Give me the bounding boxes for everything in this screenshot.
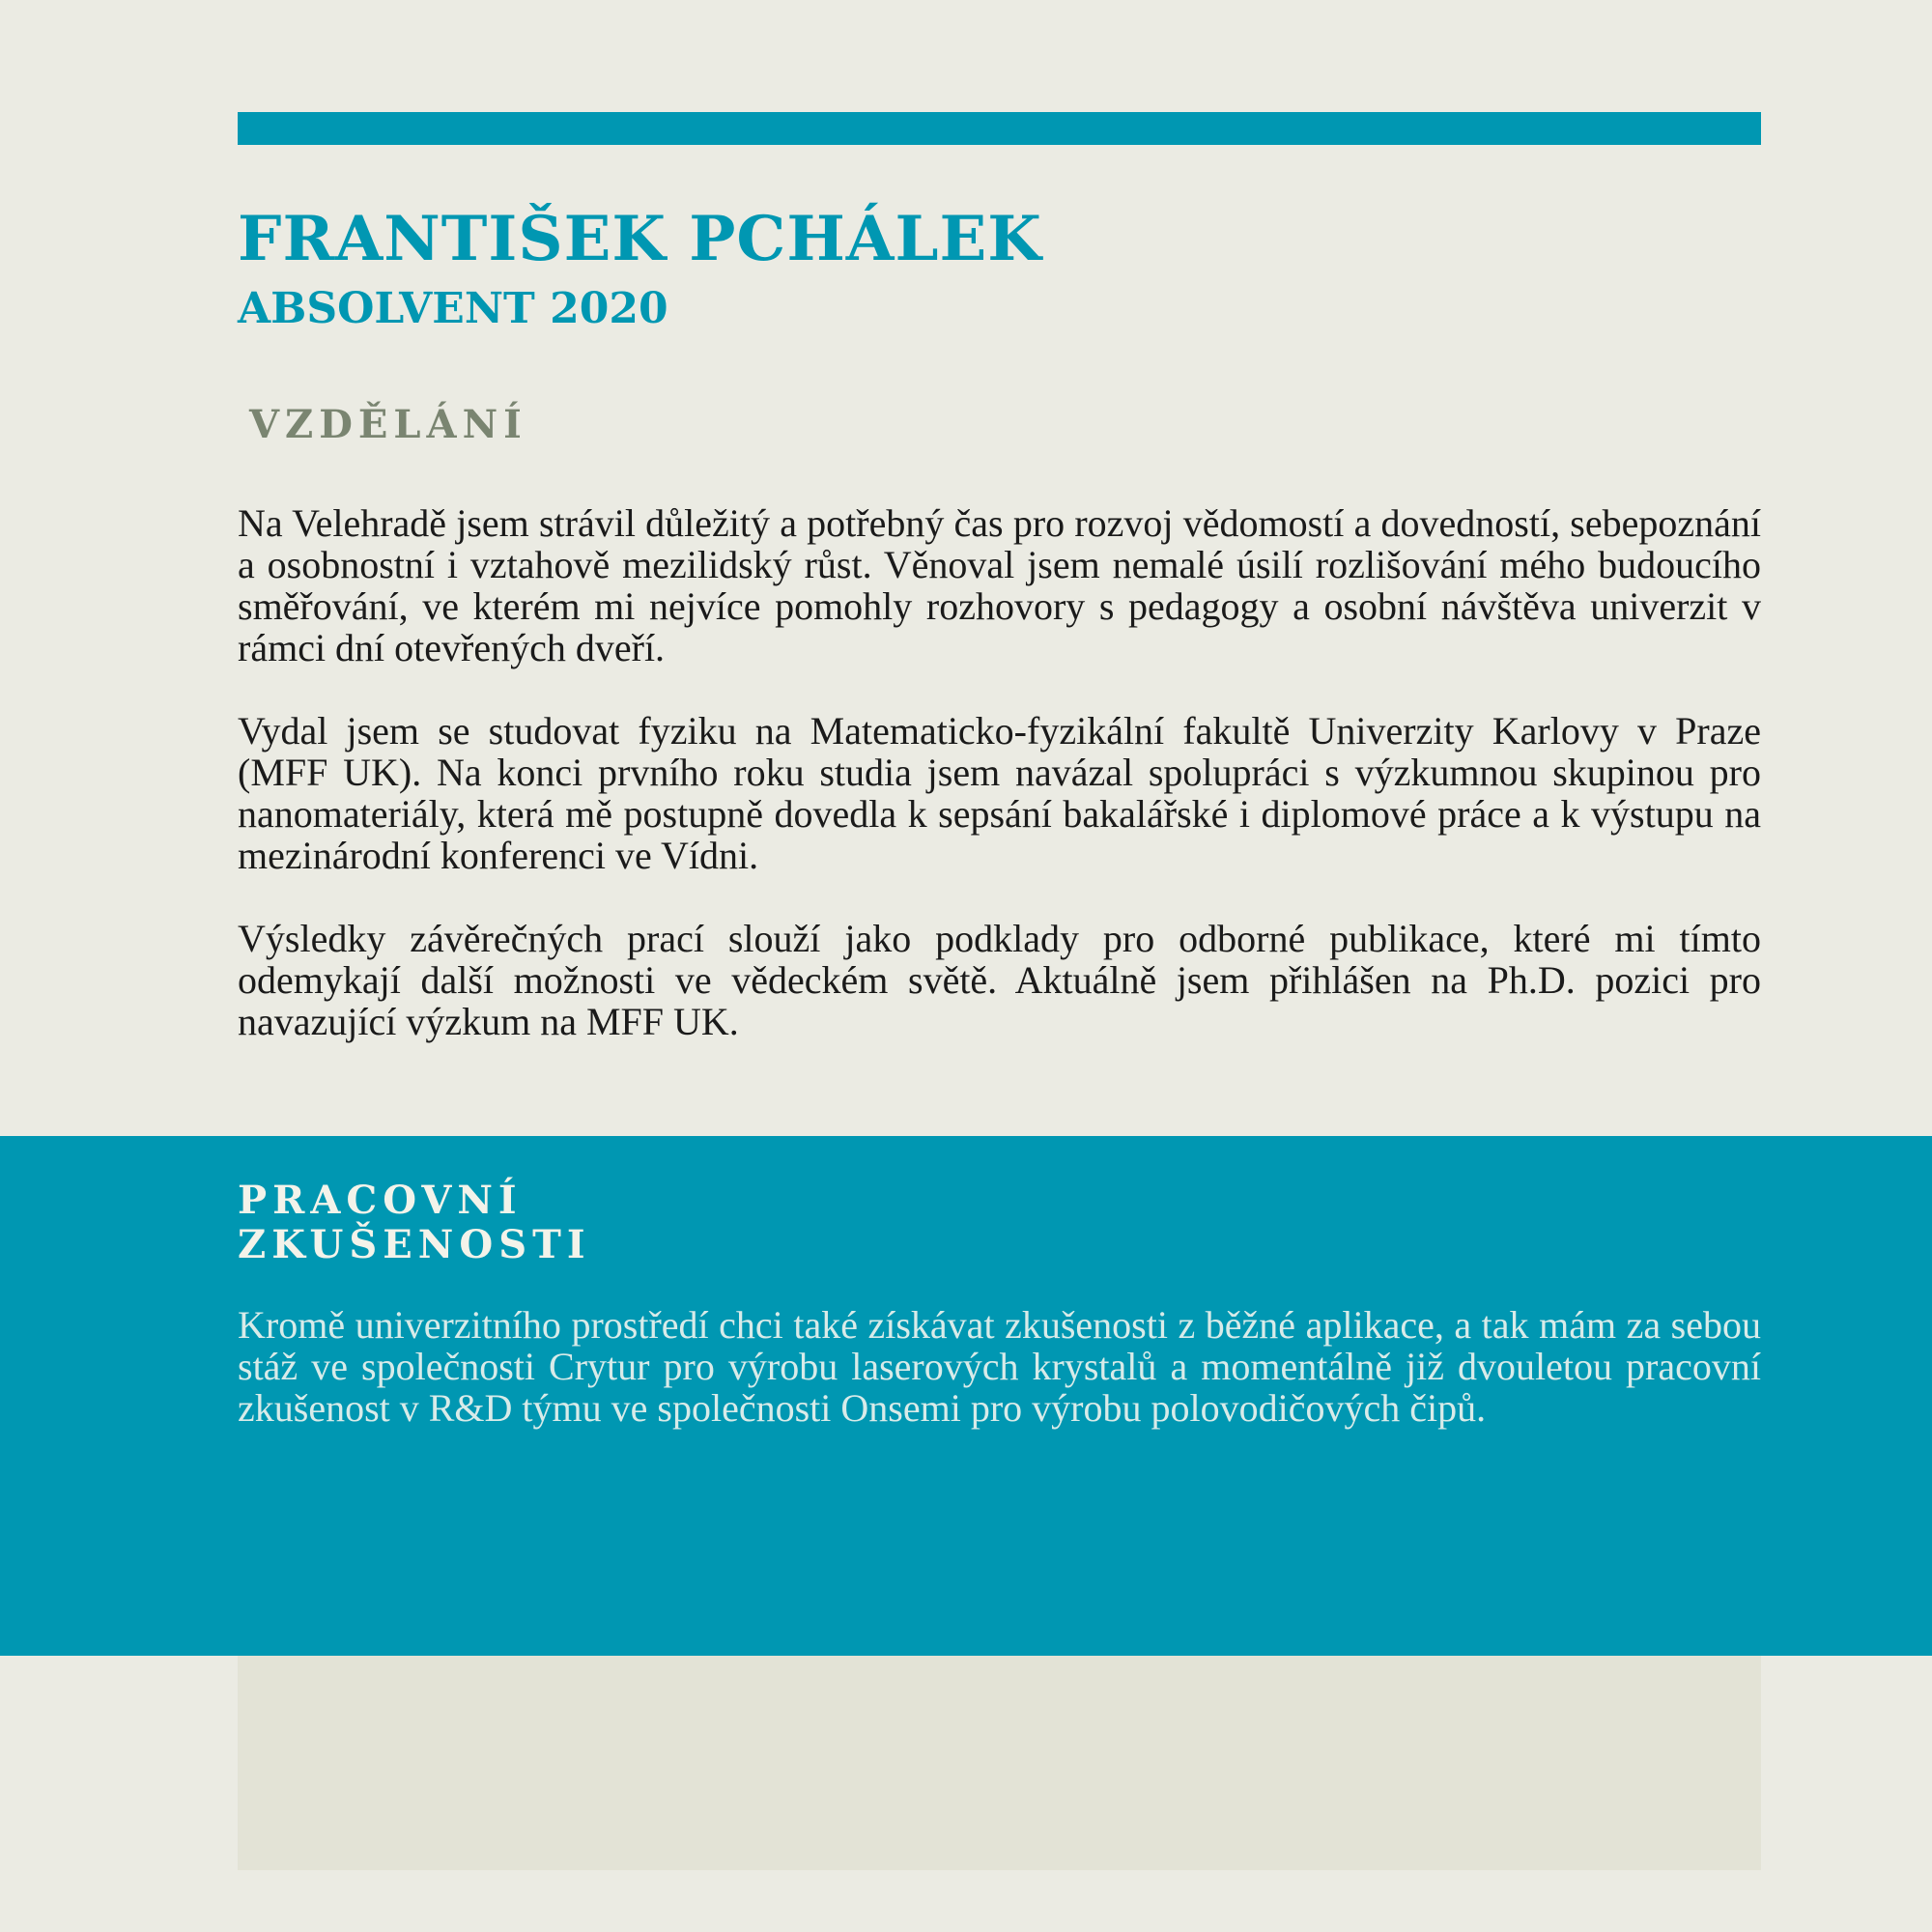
work-experience-heading [238, 1179, 591, 1267]
education-paragraph-3: Výsledky závěrečných prací slouží jako podklady pro odborné publikace, které mi tímto odemykají další možnosti ve vědeckém světě. Aktuálně jsem přihlášen na Ph.D. pozici pro navazující výzkum na MFF UK. [238, 917, 1761, 1043]
bottom-decorative-box [238, 1656, 1761, 1870]
work-heading-line-2: ZKUŠENOSTI [238, 1222, 591, 1267]
education-paragraph-2: Vydal jsem se studovat fyziku na Matematicko-fyzikální fakultě Univerzity Karlovy v Praze (MFF UK). Na konci prvního roku studia jsem navázal spolupráci s výzkumnou skupinou pro nanomateriály, která mě postupně dovedla k sepsání bakalářské i diplomové práce a k výstupu na mezinárodní konferenci ve Vídni. [238, 709, 1761, 877]
top-accent-bar [238, 112, 1761, 145]
education-paragraph-1: Na Velehradě jsem strávil důležitý a potřebný čas pro rozvoj vědomostí a dovedností, sebepoznání a osobnostní i vztahově mezilidský růst. Věnoval jsem nemalé úsilí rozlišování mého budoucího směřování, ve kterém mi nejvíce pomohly rozhovory s pedagogy a osobní návštěva univerzit v rámci dní otevřených dveří. [238, 501, 1761, 669]
work-experience-text: Kromě univerzitního prostředí chci také získávat zkušenosti z běžné aplikace, a tak mám za sebou stáž ve společnosti Crytur pro výrobu laserových krystalů a momentálně již dvouletou pracovní zkušenost v R&D týmu ve společnosti Onsemi pro výrobu polovodičových čipů. [238, 1303, 1761, 1430]
education-text [238, 502, 1761, 1084]
person-name: FRANTIŠEK PCHÁLEK [238, 203, 1042, 275]
education-heading: VZDĚLÁNÍ [249, 402, 527, 447]
work-heading-line-1: PRACOVNÍ [238, 1178, 523, 1223]
graduation-subtitle: ABSOLVENT 2020 [238, 284, 668, 333]
